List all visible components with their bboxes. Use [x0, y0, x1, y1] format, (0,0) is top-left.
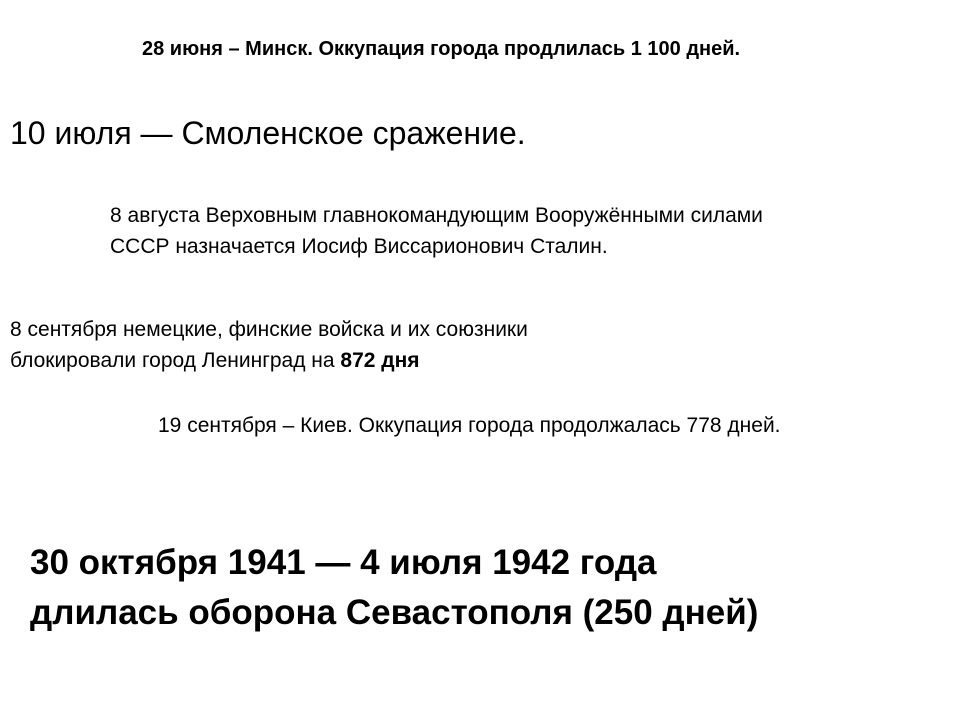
event-stalin-line-1: 8 августа Верховным главнокомандующим Вооружёнными силами — [110, 204, 763, 227]
event-leningrad-line-2 — [10, 349, 420, 373]
event-leningrad-line-1: 8 сентября немецкие, финские войска и их союзники — [10, 318, 528, 341]
event-minsk: 28 июня – Минск. Оккупация города продлилась 1 100 дней. — [142, 38, 741, 60]
event-stalin-line-2: СССР назначается Иосиф Виссарионович Сталин. — [110, 235, 608, 258]
event-leningrad-duration: 872 дня — [340, 349, 420, 372]
event-sevastopol-line-2: длилась оборона Севастополя (250 дней) — [30, 593, 759, 632]
event-smolensk: 10 июля — Смоленское сражение. — [10, 115, 526, 151]
event-leningrad-text: блокировали город Ленинград на — [10, 349, 341, 372]
event-sevastopol-line-1: 30 октября 1941 — 4 июля 1942 года — [30, 543, 657, 582]
event-kiev: 19 сентября – Киев. Оккупация города продолжалась 778 дней. — [158, 414, 781, 437]
